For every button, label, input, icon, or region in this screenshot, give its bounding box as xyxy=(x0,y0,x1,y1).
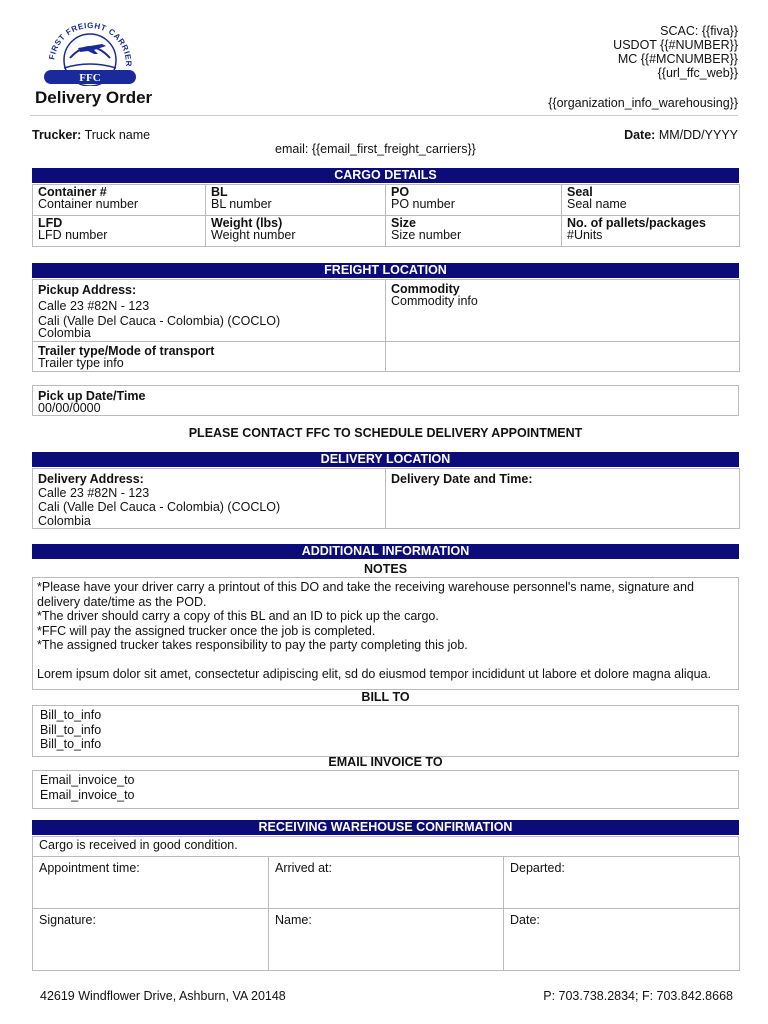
table-cell xyxy=(386,469,740,529)
trucker-field xyxy=(32,128,150,142)
cell-label: Container # xyxy=(38,185,107,199)
table-row xyxy=(33,280,740,342)
table-cell xyxy=(386,342,740,372)
table-cell xyxy=(386,216,562,247)
trailer-type-label: Trailer type/Mode of transport xyxy=(38,344,215,358)
cell-label: PO xyxy=(391,185,410,199)
note-lorem: Lorem ipsum dolor sit amet, consectetur adipiscing elit, sd do eiusmod tempor incididunt ut labore et dolore magna aliqua. xyxy=(37,666,711,681)
table-cell xyxy=(269,857,504,909)
cargo-details-header: CARGO DETAILS xyxy=(32,168,739,183)
table-cell xyxy=(33,857,269,909)
delivery-datetime-label: Delivery Date and Time: xyxy=(391,472,533,486)
pickup-address-line: Calle 23 #82N - 123 xyxy=(38,299,150,313)
arrived-at-label: Arrived at: xyxy=(275,861,332,875)
date-field xyxy=(624,128,738,142)
logo-text: FFC xyxy=(79,72,101,84)
cell-value: Container number xyxy=(38,197,139,211)
mc-number: MC {{#MCNUMBER}} xyxy=(617,52,738,66)
appointment-time-label: Appointment time: xyxy=(39,861,140,875)
divider xyxy=(30,115,738,116)
table-row xyxy=(33,909,740,971)
commodity-value: Commodity info xyxy=(391,294,478,308)
date-value: MM/DD/YYYY xyxy=(655,128,738,142)
table-cell xyxy=(562,216,740,247)
cell-value: PO number xyxy=(391,197,455,211)
table-row xyxy=(33,386,739,416)
cell-value: Seal name xyxy=(567,197,627,211)
note-item: *The assigned trucker takes responsibility to pay the party completing this job. xyxy=(37,638,468,652)
footer-phone: P: 703.738.2834; F: 703.842.8668 xyxy=(543,989,733,1003)
table-row xyxy=(33,342,740,372)
cell-value: Size number xyxy=(391,228,462,242)
table-row xyxy=(33,216,740,247)
bill-to-line: Bill_to_info xyxy=(40,737,102,751)
cell-label: No. of pallets/packages xyxy=(567,216,706,230)
notes-heading: NOTES xyxy=(363,562,408,576)
table-cell xyxy=(562,185,740,216)
table-cell xyxy=(33,280,386,342)
freight-location-table xyxy=(32,279,740,372)
pickup-address-line: Cali (Valle Del Cauca - Colombia) (COCLO) xyxy=(38,314,281,328)
delivery-location-table xyxy=(32,468,740,529)
footer-address: 42619 Windflower Drive, Ashburn, VA 20148 xyxy=(40,989,286,1003)
pickup-datetime-label: Pick up Date/Time xyxy=(38,389,146,403)
email-line: email: {{email_first_freight_carriers}} xyxy=(275,142,476,156)
commodity-label: Commodity xyxy=(391,282,460,296)
bill-to-box xyxy=(32,705,739,757)
email-invoice-line: Email_invoice_to xyxy=(40,787,135,802)
name-label: Name: xyxy=(275,913,312,927)
table-cell xyxy=(386,185,562,216)
departed-label: Departed: xyxy=(510,861,565,875)
table-cell xyxy=(504,857,740,909)
trailer-type-value: Trailer type info xyxy=(38,356,124,370)
usdot: USDOT {{#NUMBER}} xyxy=(613,38,738,52)
date-label: Date: xyxy=(510,913,540,927)
cell-label: BL xyxy=(211,185,228,199)
delivery-address-line: Colombia xyxy=(38,514,91,528)
trucker-value: Truck name xyxy=(81,128,151,142)
company-logo xyxy=(40,18,140,86)
table-cell xyxy=(33,185,206,216)
cell-label: Weight (lbs) xyxy=(211,216,283,230)
note-item: *Please have your driver carry a printout of this DO and take the receiving warehouse personnel's name, signature and delivery date/time as the POD. xyxy=(37,580,694,609)
receiving-confirmation-header: RECEIVING WAREHOUSE CONFIRMATION xyxy=(32,820,739,835)
cell-label: Seal xyxy=(567,185,593,199)
bill-to-line: Bill_to_info xyxy=(40,722,102,737)
note-item: *FFC will pay the assigned trucker once the job is completed. xyxy=(37,623,376,638)
trucker-label: Trucker: xyxy=(32,128,82,142)
delivery-address-label: Delivery Address: xyxy=(38,472,144,486)
table-cell xyxy=(33,342,386,372)
page-title: Delivery Order xyxy=(35,88,153,107)
cargo-details-table xyxy=(32,184,740,247)
table-cell xyxy=(33,386,739,416)
cell-value: LFD number xyxy=(38,228,108,242)
table-cell xyxy=(386,280,740,342)
cell-value: Weight number xyxy=(211,228,296,242)
organization-info: {{organization_info_warehousing}} xyxy=(548,96,738,110)
table-cell xyxy=(206,216,386,247)
table-cell xyxy=(269,909,504,971)
contact-notice: PLEASE CONTACT FFC TO SCHEDULE DELIVERY APPOINTMENT xyxy=(188,426,583,440)
pickup-datetime-value: 00/00/0000 xyxy=(38,401,101,415)
note-item: *The driver should carry a copy of this BL and an ID to pick up the cargo. xyxy=(37,609,439,623)
pickup-datetime-table xyxy=(32,385,739,416)
cell-label: Size xyxy=(391,216,417,230)
receiving-confirmation-table xyxy=(32,856,740,971)
additional-info-header: ADDITIONAL INFORMATION xyxy=(32,544,739,559)
web-url: {{url_ffc_web}} xyxy=(657,66,738,80)
bill-to-heading: BILL TO xyxy=(361,690,410,704)
notes-box xyxy=(32,577,739,690)
signature-label: Signature: xyxy=(39,913,96,927)
scac: SCAC: {{fiva}} xyxy=(660,24,738,38)
table-row xyxy=(33,857,740,909)
table-cell xyxy=(33,216,206,247)
pickup-address-label: Pickup Address: xyxy=(38,283,137,297)
logo-arc-text: FIRST FREIGHT CARRIER xyxy=(47,20,134,68)
table-cell xyxy=(206,185,386,216)
table-cell xyxy=(33,469,386,529)
freight-location-header: FREIGHT LOCATION xyxy=(32,263,739,278)
pickup-address-line: Colombia xyxy=(38,326,91,340)
table-cell xyxy=(33,909,269,971)
email-invoice-box xyxy=(32,770,739,809)
delivery-address-line: Cali (Valle Del Cauca - Colombia) (COCLO) xyxy=(38,500,281,514)
bill-to-line: Bill_to_info xyxy=(40,708,102,722)
email-invoice-line: Email_invoice_to xyxy=(40,773,135,787)
received-condition: Cargo is received in good condition. xyxy=(32,836,739,857)
date-label: Date: xyxy=(624,128,656,142)
table-row xyxy=(33,185,740,216)
carrier-ids xyxy=(613,24,738,80)
table-cell xyxy=(504,909,740,971)
delivery-address-line: Calle 23 #82N - 123 xyxy=(38,486,150,500)
table-row xyxy=(33,469,740,529)
email-invoice-heading: EMAIL INVOICE TO xyxy=(328,755,443,769)
delivery-location-header: DELIVERY LOCATION xyxy=(32,452,739,467)
cell-value: #Units xyxy=(567,228,603,242)
cell-value: BL number xyxy=(211,197,272,211)
cell-label: LFD xyxy=(38,216,63,230)
